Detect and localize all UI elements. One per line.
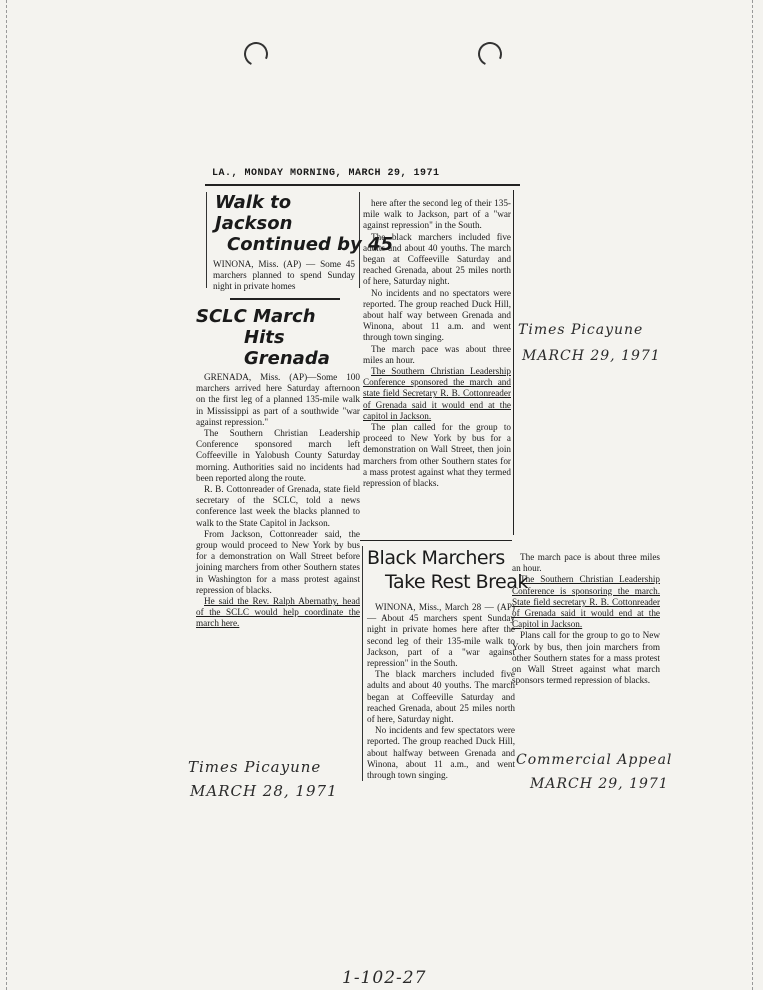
paragraph: The Southern Christian Leadership Conference sponsored march left Coffeeville in Yalobush County Saturday morning. Authorities said no incidents had been reported along the route. bbox=[196, 428, 360, 483]
paragraph: The march pace is about three miles an hour. bbox=[512, 552, 660, 574]
masthead-rule bbox=[205, 184, 520, 186]
article-black-marchers bbox=[362, 546, 528, 781]
paragraph: here after the second leg of their 135-mile walk to Jackson, part of a "war against repression" in the South. bbox=[363, 198, 511, 231]
paragraph: R. B. Cottonreader of Grenada, state field secretary of the SCLC, told a news conference last week the blacks planned to walk to the State Capitol in Jackson. bbox=[196, 484, 360, 528]
paragraph: Plans call for the group to go to New York by bus, then join marchers from other Southern states for a mass protest on Wall Street against what march sponsors termed repression of blacks. bbox=[512, 630, 660, 686]
headline-hits-grenada: Hits Grenada bbox=[244, 327, 330, 369]
article-border bbox=[360, 540, 512, 541]
headline-walk-to-jackson: Walk to Jackson bbox=[215, 192, 293, 234]
article-text bbox=[196, 372, 360, 630]
paragraph: No incidents and no spectators were reported. The group reached Duck Hill, about half way between Grenada and Winona, about 11 a.m. and went through town singing. bbox=[363, 287, 511, 343]
paragraph: He said the Rev. Ralph Abernathy, head of the SCLC would help coordinate the march here. bbox=[196, 596, 360, 629]
headline-continued-by-45: Continued by 45 bbox=[227, 234, 394, 255]
handwritten-source-note: Commercial Appeal bbox=[516, 752, 673, 768]
punch-hole-mark bbox=[241, 39, 272, 70]
handwritten-date-note: MARCH 29, 1971 bbox=[522, 348, 661, 364]
headline-take-rest-break: Take Rest Break bbox=[385, 571, 528, 593]
article-sclc-march bbox=[196, 306, 360, 630]
article-continuation bbox=[512, 552, 660, 686]
paragraph: GRENADA, Miss. (AP)—Some 100 marchers arrived here Saturday afternoon on the first leg of a planned 135-mile walk in Mississippi as part of a southwide "war against repression." bbox=[196, 372, 360, 427]
page-edge-marks bbox=[752, 0, 754, 990]
handwritten-date-note: MARCH 29, 1971 bbox=[530, 776, 669, 792]
handwritten-source-note: Times Picayune bbox=[518, 322, 644, 338]
paragraph: WINONA, Miss., March 28 — (AP) — About 45 marchers spent Sunday night in private homes here after the second leg of their 135-mile walk to Jackson, part of a "war against repression" in the South. bbox=[367, 602, 515, 669]
handwritten-source-note: Times Picayune bbox=[188, 758, 322, 776]
handwritten-date-note: MARCH 28, 1971 bbox=[190, 782, 338, 800]
paragraph: The Southern Christian Leadership Conference is sponsoring the march. State field secretary R. B. Cottonreader of Grenada said it would end at the Capitol in Jackson. bbox=[512, 574, 660, 630]
punch-hole-mark bbox=[475, 39, 506, 70]
paragraph: The march pace was about three miles an hour. bbox=[363, 343, 511, 365]
article-walk-to-jackson bbox=[206, 192, 394, 292]
article-separator bbox=[230, 298, 340, 300]
paragraph: The black marchers included five adults and about 40 youths. The march began at Coffeeville Saturday and reached Grenada, about 25 miles north of here, Saturday night. bbox=[367, 669, 515, 725]
paragraph: The plan called for the group to proceed to New York by bus for a demonstration on Wall Street, then join marchers from other Southern states for a mass protest against what they termed repression of blacks. bbox=[363, 422, 511, 489]
article-text: WINONA, Miss. (AP) — Some 45 marchers planned to spend Sunday night in private homes bbox=[213, 259, 355, 292]
article-text bbox=[367, 602, 515, 781]
article-continuation bbox=[363, 198, 511, 489]
paragraph: The black marchers included five adults and about 40 youths. The march began at Coffeeville Saturday and reached Grenada, about 25 miles north of here, Saturday night. bbox=[363, 231, 511, 287]
headline-sclc-march: SCLC March bbox=[196, 306, 316, 327]
paragraph: From Jackson, Cottonreader said, the group would proceed to New York by bus for a demonstration on Wall Street before joining marchers from other Southern states in Washington for a mass protest against repression of blacks. bbox=[196, 528, 360, 595]
paragraph: No incidents and few spectators were reported. The group reached Duck Hill, about halfway between Grenada and Winona, about 11 a.m., and went through town singing. bbox=[367, 725, 515, 781]
page-edge-marks bbox=[6, 0, 8, 990]
masthead: LA., MONDAY MORNING, MARCH 29, 1971 bbox=[212, 168, 440, 179]
headline-black-marchers: Black Marchers bbox=[367, 547, 505, 569]
column-rule bbox=[513, 190, 514, 535]
paragraph: The Southern Christian Leadership Conference sponsored the march and state field Secretary R. B. Cottonreader of Grenada said it would end at the capitol in Jackson. bbox=[363, 366, 511, 421]
file-number: 1-102-27 bbox=[342, 968, 427, 988]
